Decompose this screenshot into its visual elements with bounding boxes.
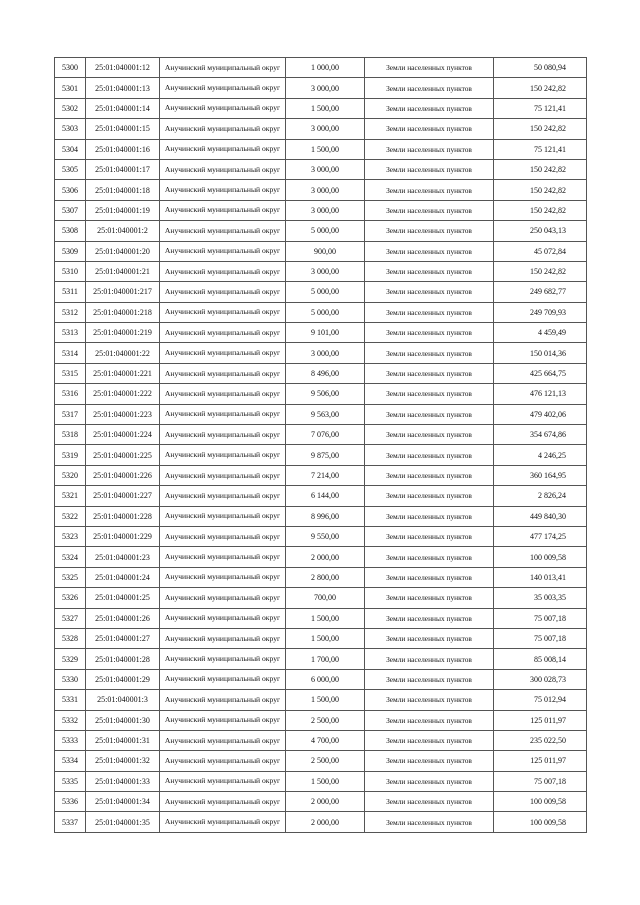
area-cell: 8 996,00 bbox=[286, 506, 365, 526]
cadastral-number-cell: 25:01:040001:218 bbox=[86, 302, 160, 322]
cadastral-number-cell: 25:01:040001:223 bbox=[86, 404, 160, 424]
municipality-cell: Анучинский муниципальный округ bbox=[160, 241, 286, 261]
cadastral-number-cell: 25:01:040001:15 bbox=[86, 119, 160, 139]
area-cell: 9 875,00 bbox=[286, 445, 365, 465]
cadastral-number-cell: 25:01:040001:23 bbox=[86, 547, 160, 567]
municipality-cell: Анучинский муниципальный округ bbox=[160, 690, 286, 710]
table-row bbox=[55, 384, 587, 404]
land-category-cell: Земли населенных пунктов bbox=[365, 302, 494, 322]
area-cell: 5 000,00 bbox=[286, 282, 365, 302]
area-cell: 2 000,00 bbox=[286, 792, 365, 812]
area-cell: 3 000,00 bbox=[286, 159, 365, 179]
area-cell: 1 500,00 bbox=[286, 139, 365, 159]
cadastral-number-cell: 25:01:040001:228 bbox=[86, 506, 160, 526]
municipality-cell: Анучинский муниципальный округ bbox=[160, 486, 286, 506]
cadastral-value-cell: 150 014,36 bbox=[494, 343, 587, 363]
cadastral-value-cell: 35 003,35 bbox=[494, 588, 587, 608]
cadastral-value-cell: 150 242,82 bbox=[494, 159, 587, 179]
cadastral-value-cell: 354 674,86 bbox=[494, 425, 587, 445]
municipality-cell: Анучинский муниципальный округ bbox=[160, 526, 286, 546]
table-row bbox=[55, 669, 587, 689]
cadastral-value-cell: 4 459,49 bbox=[494, 323, 587, 343]
land-category-cell: Земли населенных пунктов bbox=[365, 159, 494, 179]
area-cell: 700,00 bbox=[286, 588, 365, 608]
table-body bbox=[55, 58, 587, 833]
table-row bbox=[55, 567, 587, 587]
row-number-cell: 5318 bbox=[55, 425, 86, 445]
land-category-cell: Земли населенных пунктов bbox=[365, 404, 494, 424]
row-number-cell: 5303 bbox=[55, 119, 86, 139]
row-number-cell: 5320 bbox=[55, 465, 86, 485]
land-category-cell: Земли населенных пунктов bbox=[365, 710, 494, 730]
row-number-cell: 5334 bbox=[55, 751, 86, 771]
cadastral-value-cell: 150 242,82 bbox=[494, 78, 587, 98]
area-cell: 2 500,00 bbox=[286, 751, 365, 771]
table-row bbox=[55, 751, 587, 771]
cadastral-value-cell: 100 009,58 bbox=[494, 812, 587, 832]
municipality-cell: Анучинский муниципальный округ bbox=[160, 180, 286, 200]
land-category-cell: Земли населенных пунктов bbox=[365, 567, 494, 587]
row-number-cell: 5309 bbox=[55, 241, 86, 261]
land-category-cell: Земли населенных пунктов bbox=[365, 445, 494, 465]
area-cell: 1 000,00 bbox=[286, 58, 365, 78]
cadastral-value-cell: 425 664,75 bbox=[494, 363, 587, 383]
cadastral-value-cell: 449 840,30 bbox=[494, 506, 587, 526]
cadastral-number-cell: 25:01:040001:35 bbox=[86, 812, 160, 832]
table-row bbox=[55, 425, 587, 445]
cadastral-number-cell: 25:01:040001:219 bbox=[86, 323, 160, 343]
area-cell: 3 000,00 bbox=[286, 200, 365, 220]
area-cell: 9 506,00 bbox=[286, 384, 365, 404]
table-row bbox=[55, 690, 587, 710]
row-number-cell: 5332 bbox=[55, 710, 86, 730]
cadastral-number-cell: 25:01:040001:21 bbox=[86, 261, 160, 281]
land-category-cell: Земли населенных пунктов bbox=[365, 261, 494, 281]
row-number-cell: 5336 bbox=[55, 792, 86, 812]
municipality-cell: Анучинский муниципальный округ bbox=[160, 78, 286, 98]
municipality-cell: Анучинский муниципальный округ bbox=[160, 221, 286, 241]
cadastral-number-cell: 25:01:040001:224 bbox=[86, 425, 160, 445]
table-row bbox=[55, 363, 587, 383]
cadastral-value-cell: 235 022,50 bbox=[494, 730, 587, 750]
land-category-cell: Земли населенных пунктов bbox=[365, 628, 494, 648]
row-number-cell: 5324 bbox=[55, 547, 86, 567]
row-number-cell: 5317 bbox=[55, 404, 86, 424]
municipality-cell: Анучинский муниципальный округ bbox=[160, 730, 286, 750]
row-number-cell: 5304 bbox=[55, 139, 86, 159]
cadastral-number-cell: 25:01:040001:2 bbox=[86, 221, 160, 241]
area-cell: 1 500,00 bbox=[286, 771, 365, 791]
land-category-cell: Земли населенных пунктов bbox=[365, 363, 494, 383]
table-row bbox=[55, 771, 587, 791]
table-row bbox=[55, 628, 587, 648]
cadastral-value-cell: 75 121,41 bbox=[494, 98, 587, 118]
municipality-cell: Анучинский муниципальный округ bbox=[160, 282, 286, 302]
cadastral-value-cell: 249 709,93 bbox=[494, 302, 587, 322]
row-number-cell: 5331 bbox=[55, 690, 86, 710]
cadastral-value-cell: 300 028,73 bbox=[494, 669, 587, 689]
cadastral-value-cell: 479 402,06 bbox=[494, 404, 587, 424]
table-row bbox=[55, 608, 587, 628]
table-row bbox=[55, 649, 587, 669]
cadastral-value-cell: 2 826,24 bbox=[494, 486, 587, 506]
cadastral-number-cell: 25:01:040001:19 bbox=[86, 200, 160, 220]
table-row bbox=[55, 445, 587, 465]
municipality-cell: Анучинский муниципальный округ bbox=[160, 669, 286, 689]
area-cell: 4 700,00 bbox=[286, 730, 365, 750]
cadastral-value-cell: 360 164,95 bbox=[494, 465, 587, 485]
area-cell: 3 000,00 bbox=[286, 180, 365, 200]
land-category-cell: Земли населенных пунктов bbox=[365, 425, 494, 445]
row-number-cell: 5315 bbox=[55, 363, 86, 383]
municipality-cell: Анучинский муниципальный округ bbox=[160, 425, 286, 445]
area-cell: 7 214,00 bbox=[286, 465, 365, 485]
table-row bbox=[55, 486, 587, 506]
area-cell: 1 500,00 bbox=[286, 628, 365, 648]
table-row bbox=[55, 180, 587, 200]
cadastral-value-cell: 100 009,58 bbox=[494, 547, 587, 567]
cadastral-number-cell: 25:01:040001:221 bbox=[86, 363, 160, 383]
row-number-cell: 5322 bbox=[55, 506, 86, 526]
land-category-cell: Земли населенных пунктов bbox=[365, 180, 494, 200]
area-cell: 8 496,00 bbox=[286, 363, 365, 383]
row-number-cell: 5300 bbox=[55, 58, 86, 78]
cadastral-number-cell: 25:01:040001:34 bbox=[86, 792, 160, 812]
cadastral-value-cell: 4 246,25 bbox=[494, 445, 587, 465]
cadastral-value-cell: 150 242,82 bbox=[494, 261, 587, 281]
municipality-cell: Анучинский муниципальный округ bbox=[160, 404, 286, 424]
row-number-cell: 5314 bbox=[55, 343, 86, 363]
area-cell: 3 000,00 bbox=[286, 119, 365, 139]
cadastral-value-cell: 50 080,94 bbox=[494, 58, 587, 78]
municipality-cell: Анучинский муниципальный округ bbox=[160, 792, 286, 812]
row-number-cell: 5308 bbox=[55, 221, 86, 241]
municipality-cell: Анучинский муниципальный округ bbox=[160, 139, 286, 159]
table-row bbox=[55, 119, 587, 139]
area-cell: 2 000,00 bbox=[286, 812, 365, 832]
cadastral-number-cell: 25:01:040001:226 bbox=[86, 465, 160, 485]
row-number-cell: 5316 bbox=[55, 384, 86, 404]
cadastral-number-cell: 25:01:040001:14 bbox=[86, 98, 160, 118]
municipality-cell: Анучинский муниципальный округ bbox=[160, 751, 286, 771]
municipality-cell: Анучинский муниципальный округ bbox=[160, 363, 286, 383]
cadastral-number-cell: 25:01:040001:3 bbox=[86, 690, 160, 710]
cadastral-value-cell: 45 072,84 bbox=[494, 241, 587, 261]
municipality-cell: Анучинский муниципальный округ bbox=[160, 58, 286, 78]
municipality-cell: Анучинский муниципальный округ bbox=[160, 506, 286, 526]
cadastral-number-cell: 25:01:040001:229 bbox=[86, 526, 160, 546]
table-row bbox=[55, 159, 587, 179]
cadastral-number-cell: 25:01:040001:227 bbox=[86, 486, 160, 506]
row-number-cell: 5330 bbox=[55, 669, 86, 689]
cadastral-number-cell: 25:01:040001:17 bbox=[86, 159, 160, 179]
cadastral-value-cell: 75 012,94 bbox=[494, 690, 587, 710]
cadastral-number-cell: 25:01:040001:16 bbox=[86, 139, 160, 159]
municipality-cell: Анучинский муниципальный округ bbox=[160, 323, 286, 343]
land-category-cell: Земли населенных пунктов bbox=[365, 608, 494, 628]
municipality-cell: Анучинский муниципальный округ bbox=[160, 588, 286, 608]
cadastral-value-cell: 150 242,82 bbox=[494, 180, 587, 200]
table-row bbox=[55, 78, 587, 98]
cadastral-number-cell: 25:01:040001:222 bbox=[86, 384, 160, 404]
cadastral-number-cell: 25:01:040001:29 bbox=[86, 669, 160, 689]
land-category-cell: Земли населенных пунктов bbox=[365, 343, 494, 363]
cadastral-number-cell: 25:01:040001:28 bbox=[86, 649, 160, 669]
table-row bbox=[55, 261, 587, 281]
table-row bbox=[55, 323, 587, 343]
land-category-cell: Земли населенных пунктов bbox=[365, 690, 494, 710]
land-category-cell: Земли населенных пунктов bbox=[365, 58, 494, 78]
table-row bbox=[55, 58, 587, 78]
row-number-cell: 5311 bbox=[55, 282, 86, 302]
municipality-cell: Анучинский муниципальный округ bbox=[160, 200, 286, 220]
cadastral-value-cell: 100 009,58 bbox=[494, 792, 587, 812]
cadastral-number-cell: 25:01:040001:31 bbox=[86, 730, 160, 750]
land-category-cell: Земли населенных пунктов bbox=[365, 588, 494, 608]
land-category-cell: Земли населенных пунктов bbox=[365, 465, 494, 485]
cadastral-number-cell: 25:01:040001:20 bbox=[86, 241, 160, 261]
table-row bbox=[55, 98, 587, 118]
row-number-cell: 5307 bbox=[55, 200, 86, 220]
area-cell: 9 101,00 bbox=[286, 323, 365, 343]
table-row bbox=[55, 282, 587, 302]
cadastral-number-cell: 25:01:040001:24 bbox=[86, 567, 160, 587]
row-number-cell: 5325 bbox=[55, 567, 86, 587]
land-category-cell: Земли населенных пунктов bbox=[365, 730, 494, 750]
area-cell: 5 000,00 bbox=[286, 221, 365, 241]
cadastral-number-cell: 25:01:040001:30 bbox=[86, 710, 160, 730]
row-number-cell: 5333 bbox=[55, 730, 86, 750]
area-cell: 1 500,00 bbox=[286, 690, 365, 710]
cadastral-number-cell: 25:01:040001:12 bbox=[86, 58, 160, 78]
cadastral-value-cell: 75 121,41 bbox=[494, 139, 587, 159]
table-row bbox=[55, 710, 587, 730]
area-cell: 3 000,00 bbox=[286, 261, 365, 281]
cadastral-value-cell: 150 242,82 bbox=[494, 200, 587, 220]
area-cell: 1 500,00 bbox=[286, 98, 365, 118]
table-row bbox=[55, 221, 587, 241]
area-cell: 1 700,00 bbox=[286, 649, 365, 669]
cadastral-value-cell: 140 013,41 bbox=[494, 567, 587, 587]
land-category-cell: Земли населенных пунктов bbox=[365, 119, 494, 139]
land-category-cell: Земли населенных пунктов bbox=[365, 221, 494, 241]
cadastral-number-cell: 25:01:040001:225 bbox=[86, 445, 160, 465]
table-row bbox=[55, 547, 587, 567]
municipality-cell: Анучинский муниципальный округ bbox=[160, 465, 286, 485]
row-number-cell: 5337 bbox=[55, 812, 86, 832]
municipality-cell: Анучинский муниципальный округ bbox=[160, 547, 286, 567]
cadastral-value-cell: 249 682,77 bbox=[494, 282, 587, 302]
row-number-cell: 5326 bbox=[55, 588, 86, 608]
table-row bbox=[55, 588, 587, 608]
row-number-cell: 5313 bbox=[55, 323, 86, 343]
row-number-cell: 5310 bbox=[55, 261, 86, 281]
cadastral-value-cell: 75 007,18 bbox=[494, 608, 587, 628]
cadastral-number-cell: 25:01:040001:217 bbox=[86, 282, 160, 302]
table-row bbox=[55, 812, 587, 832]
table-row bbox=[55, 139, 587, 159]
land-category-cell: Земли населенных пунктов bbox=[365, 792, 494, 812]
table-row bbox=[55, 343, 587, 363]
table-row bbox=[55, 730, 587, 750]
municipality-cell: Анучинский муниципальный округ bbox=[160, 649, 286, 669]
row-number-cell: 5306 bbox=[55, 180, 86, 200]
cadastral-value-cell: 150 242,82 bbox=[494, 119, 587, 139]
municipality-cell: Анучинский муниципальный округ bbox=[160, 710, 286, 730]
cadastral-value-cell: 75 007,18 bbox=[494, 628, 587, 648]
municipality-cell: Анучинский муниципальный округ bbox=[160, 384, 286, 404]
area-cell: 7 076,00 bbox=[286, 425, 365, 445]
land-category-cell: Земли населенных пунктов bbox=[365, 506, 494, 526]
municipality-cell: Анучинский муниципальный округ bbox=[160, 567, 286, 587]
row-number-cell: 5302 bbox=[55, 98, 86, 118]
table-row bbox=[55, 506, 587, 526]
municipality-cell: Анучинский муниципальный округ bbox=[160, 98, 286, 118]
area-cell: 9 563,00 bbox=[286, 404, 365, 424]
row-number-cell: 5312 bbox=[55, 302, 86, 322]
land-category-cell: Земли населенных пунктов bbox=[365, 669, 494, 689]
cadastral-number-cell: 25:01:040001:26 bbox=[86, 608, 160, 628]
land-plots-table bbox=[54, 57, 587, 833]
cadastral-value-cell: 250 043,13 bbox=[494, 221, 587, 241]
municipality-cell: Анучинский муниципальный округ bbox=[160, 812, 286, 832]
land-category-cell: Земли населенных пунктов bbox=[365, 78, 494, 98]
land-category-cell: Земли населенных пунктов bbox=[365, 486, 494, 506]
row-number-cell: 5335 bbox=[55, 771, 86, 791]
table-row bbox=[55, 302, 587, 322]
land-category-cell: Земли населенных пунктов bbox=[365, 649, 494, 669]
land-category-cell: Земли населенных пунктов bbox=[365, 98, 494, 118]
row-number-cell: 5328 bbox=[55, 628, 86, 648]
land-category-cell: Земли населенных пунктов bbox=[365, 547, 494, 567]
table-row bbox=[55, 404, 587, 424]
area-cell: 900,00 bbox=[286, 241, 365, 261]
area-cell: 1 500,00 bbox=[286, 608, 365, 628]
municipality-cell: Анучинский муниципальный округ bbox=[160, 608, 286, 628]
cadastral-value-cell: 477 174,25 bbox=[494, 526, 587, 546]
cadastral-value-cell: 125 011,97 bbox=[494, 710, 587, 730]
table-row bbox=[55, 200, 587, 220]
cadastral-number-cell: 25:01:040001:13 bbox=[86, 78, 160, 98]
row-number-cell: 5321 bbox=[55, 486, 86, 506]
area-cell: 2 800,00 bbox=[286, 567, 365, 587]
municipality-cell: Анучинский муниципальный округ bbox=[160, 119, 286, 139]
area-cell: 2 000,00 bbox=[286, 547, 365, 567]
municipality-cell: Анучинский муниципальный округ bbox=[160, 628, 286, 648]
land-category-cell: Земли населенных пунктов bbox=[365, 241, 494, 261]
row-number-cell: 5323 bbox=[55, 526, 86, 546]
area-cell: 6 144,00 bbox=[286, 486, 365, 506]
row-number-cell: 5301 bbox=[55, 78, 86, 98]
land-category-cell: Земли населенных пунктов bbox=[365, 323, 494, 343]
cadastral-value-cell: 476 121,13 bbox=[494, 384, 587, 404]
cadastral-number-cell: 25:01:040001:22 bbox=[86, 343, 160, 363]
land-category-cell: Земли населенных пунктов bbox=[365, 384, 494, 404]
land-category-cell: Земли населенных пунктов bbox=[365, 812, 494, 832]
municipality-cell: Анучинский муниципальный округ bbox=[160, 445, 286, 465]
table-row bbox=[55, 792, 587, 812]
cadastral-number-cell: 25:01:040001:33 bbox=[86, 771, 160, 791]
area-cell: 3 000,00 bbox=[286, 343, 365, 363]
cadastral-number-cell: 25:01:040001:18 bbox=[86, 180, 160, 200]
row-number-cell: 5319 bbox=[55, 445, 86, 465]
land-category-cell: Земли населенных пунктов bbox=[365, 751, 494, 771]
cadastral-number-cell: 25:01:040001:25 bbox=[86, 588, 160, 608]
cadastral-value-cell: 75 007,18 bbox=[494, 771, 587, 791]
table-row bbox=[55, 526, 587, 546]
municipality-cell: Анучинский муниципальный округ bbox=[160, 302, 286, 322]
area-cell: 6 000,00 bbox=[286, 669, 365, 689]
land-category-cell: Земли населенных пунктов bbox=[365, 771, 494, 791]
area-cell: 2 500,00 bbox=[286, 710, 365, 730]
row-number-cell: 5305 bbox=[55, 159, 86, 179]
cadastral-value-cell: 125 011,97 bbox=[494, 751, 587, 771]
area-cell: 9 550,00 bbox=[286, 526, 365, 546]
land-category-cell: Земли населенных пунктов bbox=[365, 282, 494, 302]
cadastral-value-cell: 85 008,14 bbox=[494, 649, 587, 669]
land-category-cell: Земли населенных пунктов bbox=[365, 200, 494, 220]
area-cell: 5 000,00 bbox=[286, 302, 365, 322]
municipality-cell: Анучинский муниципальный округ bbox=[160, 771, 286, 791]
row-number-cell: 5329 bbox=[55, 649, 86, 669]
municipality-cell: Анучинский муниципальный округ bbox=[160, 343, 286, 363]
cadastral-number-cell: 25:01:040001:32 bbox=[86, 751, 160, 771]
table-row bbox=[55, 241, 587, 261]
area-cell: 3 000,00 bbox=[286, 78, 365, 98]
row-number-cell: 5327 bbox=[55, 608, 86, 628]
cadastral-number-cell: 25:01:040001:27 bbox=[86, 628, 160, 648]
land-category-cell: Земли населенных пунктов bbox=[365, 526, 494, 546]
table-row bbox=[55, 465, 587, 485]
municipality-cell: Анучинский муниципальный округ bbox=[160, 261, 286, 281]
municipality-cell: Анучинский муниципальный округ bbox=[160, 159, 286, 179]
land-category-cell: Земли населенных пунктов bbox=[365, 139, 494, 159]
